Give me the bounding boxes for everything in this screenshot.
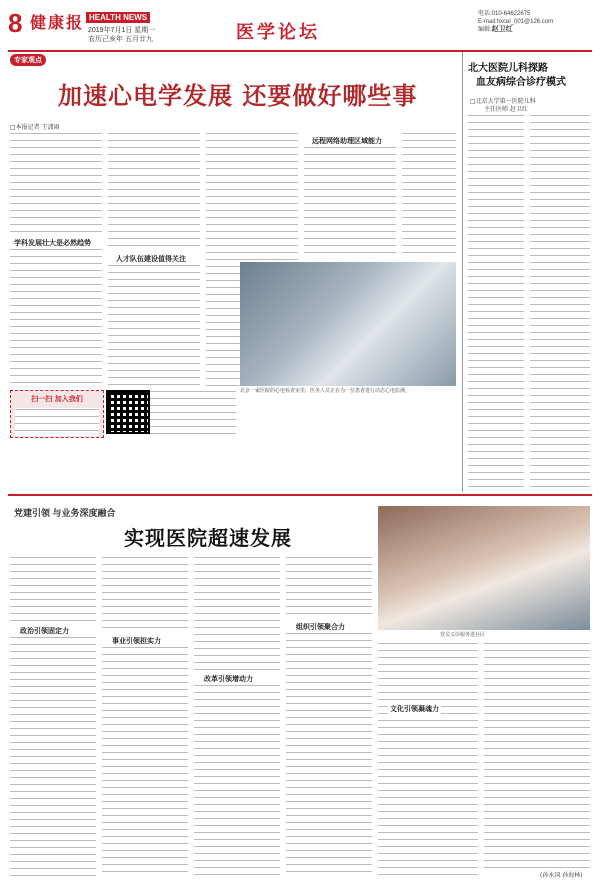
subhead: 事业引领担实力 bbox=[112, 637, 161, 645]
article-text bbox=[150, 390, 236, 436]
article-text bbox=[484, 642, 590, 868]
right-headline-1: 北大医院儿科探路 bbox=[468, 63, 548, 74]
photo-caption: 北京一家医院的心电检查室里，医务人员正在为一位患者进行动态心电监测。 bbox=[240, 388, 411, 394]
right-byline-2: 主任医师 赵卫红 bbox=[484, 106, 528, 113]
article-text bbox=[468, 114, 524, 490]
bottom-headline: 实现医院超速发展 bbox=[124, 526, 292, 550]
article-text bbox=[10, 132, 102, 236]
article-text bbox=[194, 556, 280, 670]
article-text bbox=[378, 642, 478, 878]
subhead: 学科发展壮大是必然趋势 bbox=[14, 239, 91, 247]
photo-caption-bottom: 党员义诊服务进社区 bbox=[440, 632, 486, 638]
subhead: 组织引领聚合力 bbox=[296, 623, 345, 631]
join-us-box: 扫一扫 加入我们 bbox=[10, 390, 104, 438]
topic-tag: 专家观点 bbox=[10, 54, 46, 66]
right-headline-2: 血友病综合诊疗模式 bbox=[476, 77, 566, 88]
issue-date: 2019年7月1日 星期一 农历己亥年 五月廿九 bbox=[88, 27, 156, 43]
article-text bbox=[10, 248, 102, 388]
article-text bbox=[102, 646, 188, 878]
bottom-footer: (孙永国 孙海林) bbox=[540, 872, 583, 879]
editor-info: 电话:010-64622675 E-mail:hxcel_001@126.com 编辑:赵卫红 bbox=[478, 11, 554, 33]
article-text bbox=[530, 114, 590, 490]
section-divider bbox=[8, 494, 592, 496]
subhead: 人才队伍建设值得关注 bbox=[116, 255, 186, 263]
article-text bbox=[10, 556, 96, 622]
article-text bbox=[402, 132, 456, 258]
article-text bbox=[304, 146, 396, 258]
article-text bbox=[102, 556, 188, 632]
top-headline: 加速心电学发展 还要做好哪些事 bbox=[58, 81, 418, 110]
page-header bbox=[8, 6, 592, 52]
section-title: 医学论坛 bbox=[236, 22, 320, 43]
brand-logo: 健康报 bbox=[30, 13, 85, 32]
brand-en: HEALTH NEWS bbox=[86, 12, 150, 23]
qr-code[interactable] bbox=[106, 390, 150, 434]
article-text bbox=[286, 556, 372, 618]
page-number: 8 bbox=[8, 8, 23, 38]
subhead: 改革引领增动力 bbox=[204, 675, 253, 683]
subhead: 政治引领固定力 bbox=[20, 627, 69, 635]
divider bbox=[462, 52, 463, 492]
article-text bbox=[108, 264, 200, 386]
article-text bbox=[10, 636, 96, 878]
bottom-kicker: 党建引领 与业务深度融合 bbox=[14, 508, 116, 518]
top-byline: □本报记者 王潇雨 bbox=[10, 124, 60, 131]
subhead: 文化引领凝魂力 bbox=[390, 705, 439, 713]
article-text bbox=[108, 132, 200, 250]
article-text bbox=[194, 684, 280, 878]
ecg-photo bbox=[240, 262, 456, 386]
volunteer-photo bbox=[378, 506, 590, 630]
article-text bbox=[286, 632, 372, 878]
subhead: 远程网络助理区域能力 bbox=[312, 137, 382, 145]
right-byline-1: □北京大学第一医院儿科 bbox=[470, 98, 536, 105]
